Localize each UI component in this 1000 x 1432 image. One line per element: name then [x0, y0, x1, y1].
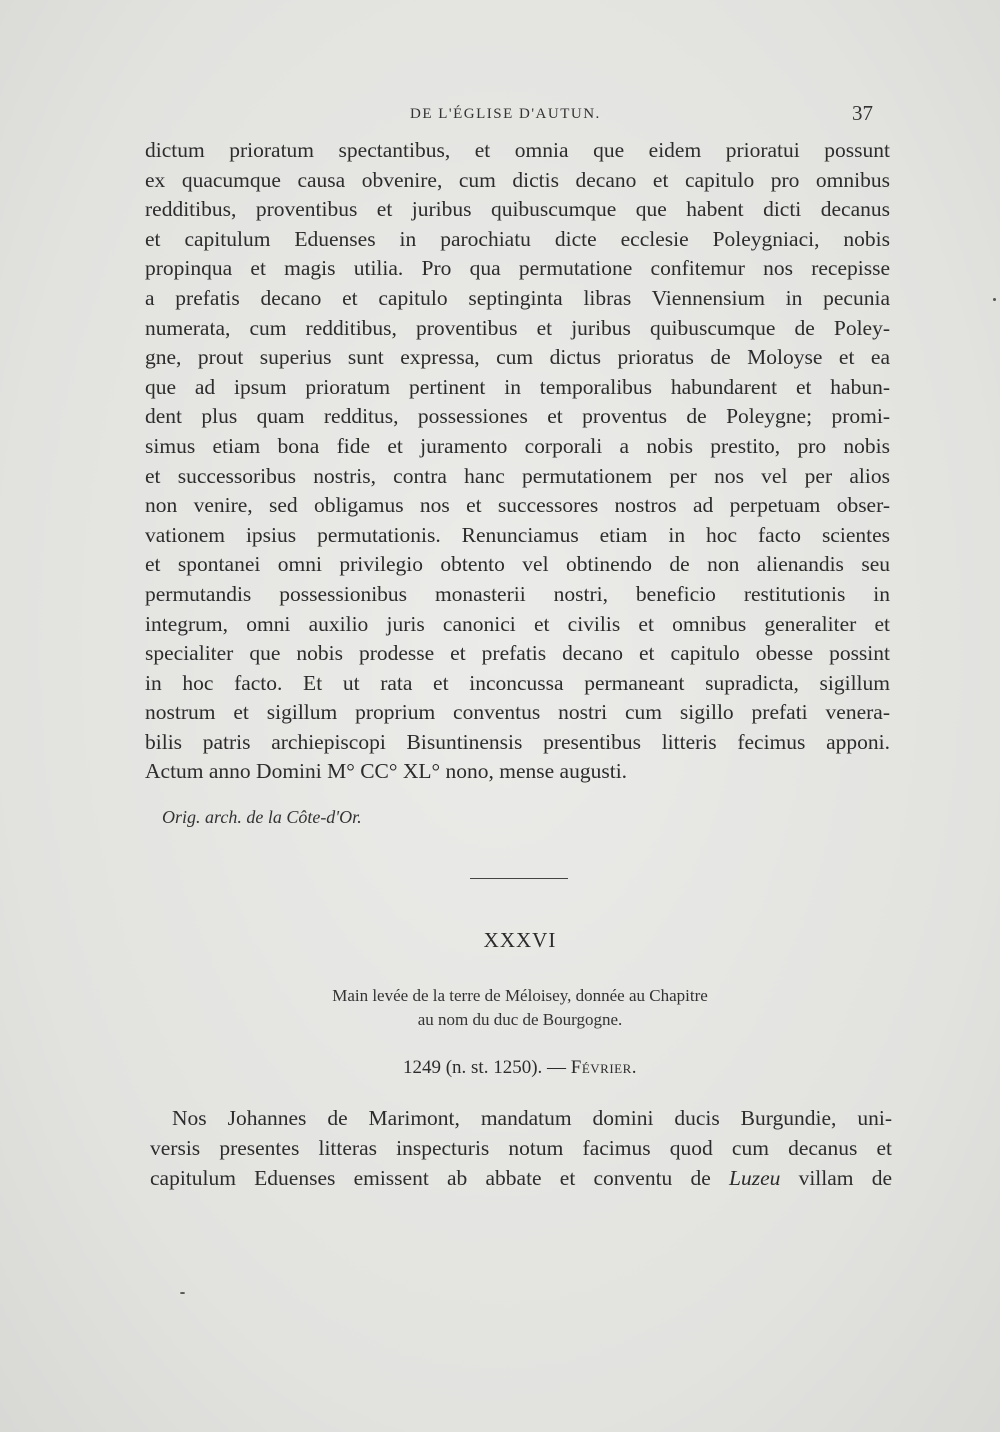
text-line: et successoribus nostris, contra hanc permutationem per nos vel per alios: [145, 463, 890, 488]
text-line: permutandis possessionibus monasterii nostri, beneficio restitutionis in: [145, 581, 890, 606]
text-line: vationem ipsius permutationis. Renunciamus etiam in hoc facto scientes: [145, 522, 890, 547]
source-note: Orig. arch. de la Côte-d'Or.: [162, 807, 362, 827]
text-line: et capitulum Eduenses in parochiatu dicte ecclesie Poleygniaci, nobis: [145, 226, 890, 251]
text-line: in hoc facto. Et ut rata et inconcussa permaneant supradicta, sigillum: [145, 670, 890, 695]
charter-text-continued: [145, 136, 890, 787]
document-title-line: Main levée de la terre de Méloisey, donnée au Chapitre: [332, 986, 708, 1005]
document-number: XXXVI: [483, 928, 557, 952]
text-line: gne, prout superius sunt expressa, cum dictus prioratus de Moloyse et ea: [145, 345, 890, 370]
text-line: et spontanei omni privilegio obtento vel obtinendo de non alienandis seu: [145, 552, 890, 577]
date-year: 1249 (n. st. 1250). —: [402, 1057, 571, 1078]
text-line: numerata, cum redditibus, proventibus et juribus quibuscumque de Poley-: [145, 315, 890, 340]
document-date: [0, 1057, 1000, 1079]
text-line: capitulum Eduenses emissent ab abbate et conventu de Luzeu villam de: [150, 1166, 892, 1190]
text-line: a prefatis decano et capitulo septinginta libras Viennensium in pecunia: [145, 285, 890, 310]
text-line: integrum, omni auxilio juris canonici et civilis et omnibus generaliter et: [145, 611, 890, 636]
page-number: 37: [852, 101, 873, 125]
text-line: propinqua et magis utilia. Pro qua permutatione confitemur nos recepisse: [145, 256, 890, 281]
text-line: non venire, sed obligamus nos et successores nostros ad perpetuam obser-: [145, 493, 890, 518]
text-line: dent plus quam redditus, possessiones et proventus de Poleygne; promi-: [145, 404, 890, 429]
text-line: specialiter que nobis prodesse et prefatis decano et capitulo obesse possint: [145, 641, 890, 666]
text-line: Actum anno Domini M° CC° XL° nono, mense augusti.: [145, 759, 628, 784]
text-line: redditibus, proventibus et juribus quibuscumque que habent dicti decanus: [145, 197, 890, 222]
section-divider: [470, 878, 568, 879]
paper-speck: [180, 1292, 185, 1294]
document-title: [0, 984, 1000, 1032]
running-head: DE L'ÉGLISE D'AUTUN.: [410, 106, 601, 122]
text-line: dictum prioratum spectantibus, et omnia que eidem prioratui possunt: [145, 138, 890, 162]
date-month: Février.: [570, 1057, 638, 1078]
paper-speck: [993, 298, 996, 301]
text-line: bilis patris archiepiscopi Bisuntinensis presentibus litteris fecimus apponi.: [145, 729, 890, 754]
text-line: ex quacumque causa obvenire, cum dictis decano et capitulo pro omnibus: [145, 167, 890, 192]
place-name: Luzeu: [729, 1166, 781, 1190]
document-title-line: au nom du duc de Bourgogne.: [417, 1010, 623, 1029]
text-line: simus etiam bona fide et juramento corporali a nobis prestito, pro nobis: [145, 433, 890, 458]
text-line: Nos Johannes de Marimont, mandatum domini ducis Burgundie, uni-: [172, 1106, 892, 1130]
document-text: [150, 1103, 892, 1193]
text-line: que ad ipsum prioratum pertinent in temporalibus habundarent et habun-: [145, 374, 890, 399]
text-line: nostrum et sigillum proprium conventus nostri cum sigillo prefati venera-: [145, 700, 890, 725]
text-line: versis presentes litteras inspecturis notum facimus quod cum decanus et: [150, 1136, 892, 1160]
